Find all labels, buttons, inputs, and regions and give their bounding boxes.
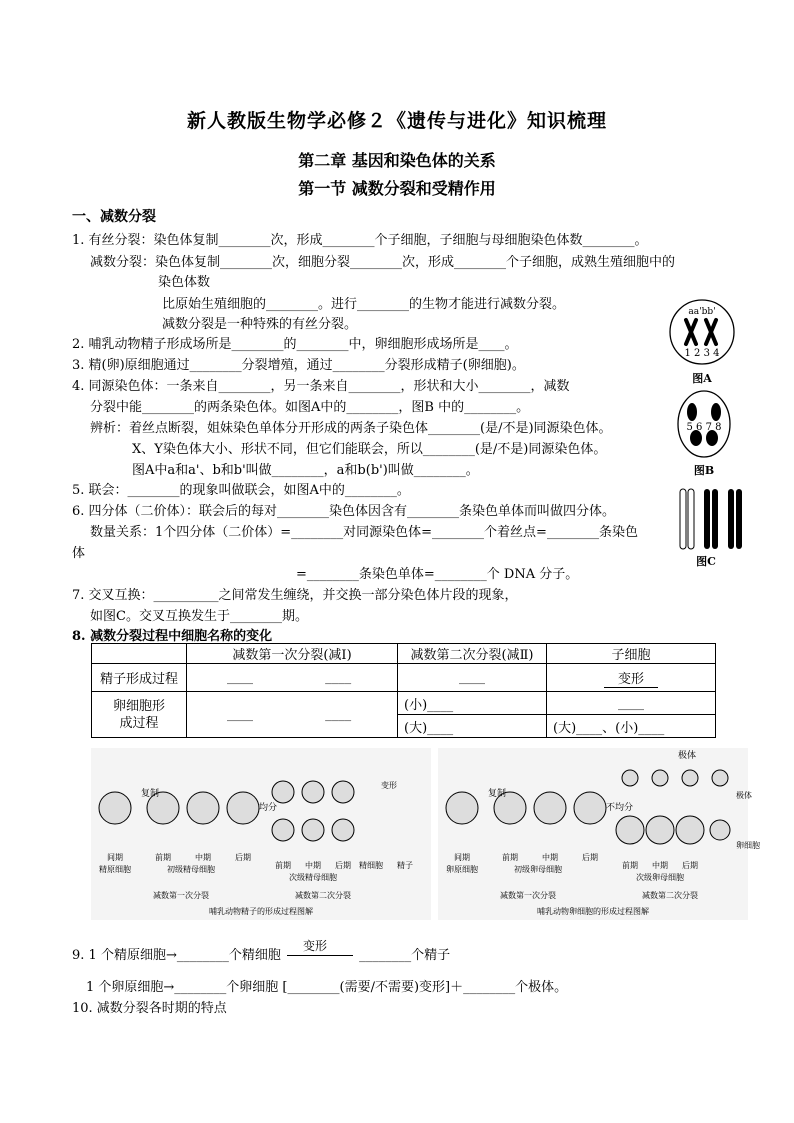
line-2: 减数分裂：染色体复制________次，细胞分裂________次，形成________个子细胞，成熟生殖细胞中的 xyxy=(90,255,676,270)
line-11: X、Y染色体大小、形状不同，但它们能联会，所以________(是/不是)同源染色体。 xyxy=(132,442,607,457)
line-3: 染色体数 xyxy=(158,275,211,290)
stage-label: 后期 xyxy=(235,853,251,862)
table-cell-large-small: (大)____、(小)____ xyxy=(547,715,716,738)
line-14: 6. 四分体（二价体）：联会后的每对________染色体因含有________条染色单体而叫做四分体。 xyxy=(72,504,616,519)
transform-label: 变形 xyxy=(302,939,327,953)
label-polar-body-top: 极体 xyxy=(678,751,697,761)
line-21-part-1: 9. 1 个精原细胞→________个精细胞 xyxy=(72,948,281,963)
table-header-meiosis1: 减数第一次分裂(减Ⅰ) xyxy=(187,644,398,664)
figure-b-numbers: 5 6 7 8 xyxy=(686,422,722,433)
cell-label: 次级卵母细胞 xyxy=(636,873,684,882)
figure-c-caption: 图C xyxy=(696,555,716,568)
line-10: 辨析：着丝点断裂，姐妹染色单体分开形成的两条子染色体________(是/不是)同源染色体。 xyxy=(90,421,612,436)
stage-label: 后期 xyxy=(582,853,598,862)
stage-label: 后期 xyxy=(682,861,698,870)
table-header-daughter: 子细胞 xyxy=(547,644,716,664)
line-23: 10. 减数分裂各时期的特点 xyxy=(72,1001,227,1016)
label-uneven: 不均分 xyxy=(606,803,634,813)
heading-meiosis: 一、减数分裂 xyxy=(72,209,156,225)
stage-label: 中期 xyxy=(305,861,321,870)
table-header-meiosis2: 减数第二次分裂(减Ⅱ) xyxy=(398,644,547,664)
line-21 xyxy=(72,939,451,963)
stage-label: 前期 xyxy=(275,861,291,870)
figure-c xyxy=(676,487,746,569)
blank: ____ xyxy=(227,670,253,685)
figure-b-caption: 图B xyxy=(693,464,715,477)
blank: ____ xyxy=(325,670,352,685)
table-row-egg-label: 卵细胞形成过程 xyxy=(92,692,187,738)
blank: ____ xyxy=(325,707,352,722)
page-title: 新人教版生物学必修２《遗传与进化》知识梳理 xyxy=(186,110,607,132)
line-9: 分裂中能________的两条染色体。如图A中的________，图B 中的________。 xyxy=(90,400,530,415)
table-cell-large: (大)____ xyxy=(398,715,547,738)
table-header-empty xyxy=(92,644,187,664)
line-22: 1 个卵原细胞→________个卵细胞 [________(需要/不需要)变形]＋________个极体。 xyxy=(86,980,568,995)
transform-arrow xyxy=(604,668,658,688)
label-egg-cell: 卵细胞 xyxy=(736,841,760,850)
line-15: 数量关系：1个四分体（二价体）=________对同源染色体=________个着丝点=________条染色 xyxy=(90,525,638,540)
line-12: 图A中a和a'、b和b'叫做________，a和b(b')叫做________。 xyxy=(132,463,479,478)
cell-label: 精原细胞 xyxy=(99,865,131,874)
cell-name-table xyxy=(91,643,716,738)
stage-label: 前期 xyxy=(622,861,638,870)
line-17: =________条染色单体=________个 DNA 分子。 xyxy=(296,567,579,582)
figure-a xyxy=(668,298,740,386)
table-cell xyxy=(547,664,716,692)
table-cell: ____ xyxy=(398,664,547,692)
figure-caption: 哺乳动物精子的形成过程图解 xyxy=(209,907,313,916)
table-cell xyxy=(187,664,398,692)
line-8: 4. 同源染色体：一条来自________，另一条来自________，形状和大小________，减数 xyxy=(72,379,570,394)
figure-b xyxy=(672,388,738,478)
stage-label: 间期 xyxy=(454,853,470,862)
line-18: 7. 交叉互换：__________之间常发生缠绕，并交换一部分染色体片段的现象， xyxy=(72,588,518,603)
stage-label: 间期 xyxy=(107,853,123,862)
cell-label: 初级精母细胞 xyxy=(167,865,215,874)
cell-label: 卵原细胞 xyxy=(446,865,478,874)
line-13: 5. 联会：________的现象叫做联会，如图A中的________。 xyxy=(72,483,410,498)
phase-label: 减数第一次分裂 xyxy=(153,891,209,900)
table-cell xyxy=(187,692,398,738)
stage-label: 中期 xyxy=(652,861,668,870)
line-19: 如图C。交叉互换发生于________期。 xyxy=(90,609,308,624)
transform-arrow xyxy=(287,939,353,956)
phase-label: 减数第二次分裂 xyxy=(642,891,698,900)
line-6: 2. 哺乳动物精子形成场所是________的________中，卵细胞形成场所是____。 xyxy=(72,337,518,352)
label-transform: 变形 xyxy=(381,781,397,790)
figure-a-top-label: aa'bb' xyxy=(688,307,716,317)
stage-label: 后期 xyxy=(335,861,351,870)
line-21-part-2: ________个精子 xyxy=(359,948,451,963)
stage-label: 精细胞 xyxy=(359,861,383,870)
stage-label: 前期 xyxy=(502,853,518,862)
label-even: 均分 xyxy=(259,803,278,813)
label-polar-body-side: 极体 xyxy=(736,791,752,800)
stage-label: 中期 xyxy=(542,853,558,862)
stage-label: 前期 xyxy=(155,853,171,862)
transform-label: 变形 xyxy=(617,671,644,687)
table-cell-small: (小)____ xyxy=(398,692,547,715)
figure-caption: 哺乳动物卵细胞的形成过程图解 xyxy=(537,907,649,916)
table-cell: ____ xyxy=(547,692,716,715)
line-7: 3. 精(卵)原细胞通过________分裂增殖，通过________分裂形成精子(卵细胞)。 xyxy=(72,358,525,373)
figure-a-bottom-label: 1 2 3 4 xyxy=(684,348,720,359)
stage-label: 中期 xyxy=(195,853,211,862)
section-title: 第一节 减数分裂和受精作用 xyxy=(298,179,496,198)
phase-label: 减数第一次分裂 xyxy=(500,891,556,900)
egg-formation-figure xyxy=(438,748,760,920)
stage-label: 精子 xyxy=(397,861,413,870)
blank: ____ xyxy=(227,707,253,722)
label-copy: 复制 xyxy=(141,789,160,799)
line-16: 体 xyxy=(72,546,86,561)
cell-label: 次级精母细胞 xyxy=(289,873,337,882)
line-5: 减数分裂是一种特殊的有丝分裂。 xyxy=(162,317,358,332)
chapter-title: 第二章 基因和染色体的关系 xyxy=(298,151,496,170)
table-row-sperm-label: 精子形成过程 xyxy=(92,664,187,692)
phase-label: 减数第二次分裂 xyxy=(295,891,351,900)
label-copy: 复制 xyxy=(488,789,507,799)
line-4: 比原始生殖细胞的________。进行________的生物才能进行减数分裂。 xyxy=(162,297,566,312)
line-1: 1. 有丝分裂：染色体复制________次，形成________个子细胞，子细胞与母细胞染色体数________。 xyxy=(72,233,648,248)
line-20: 8. 减数分裂过程中细胞名称的变化 xyxy=(72,629,273,644)
cell-label: 初级卵母细胞 xyxy=(514,865,562,874)
sperm-formation-figure xyxy=(91,748,431,920)
figure-a-caption: 图A xyxy=(692,372,712,385)
